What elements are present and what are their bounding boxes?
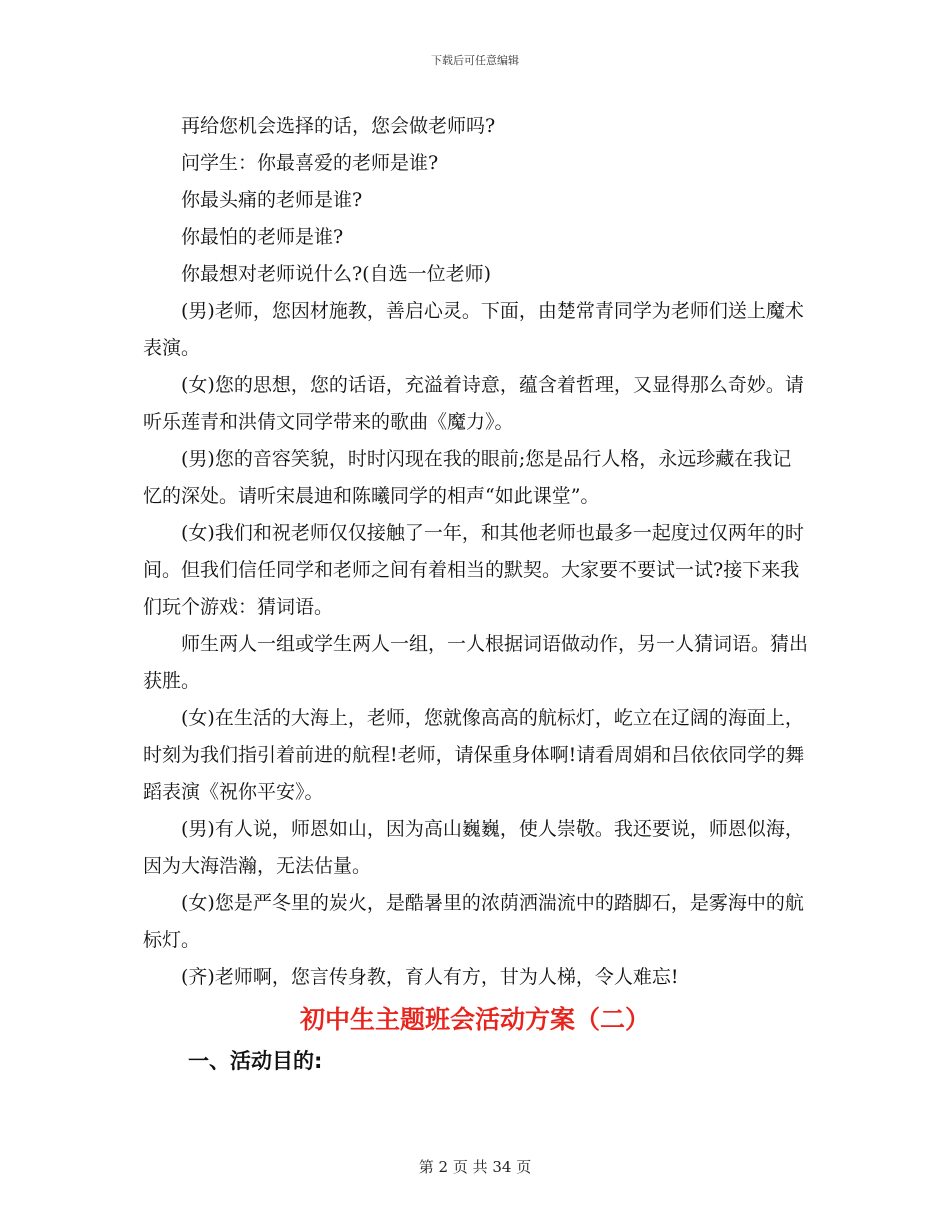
paragraph: (女)我们和祝老师仅仅接触了一年，和其他老师也最多一起度过仅两年的时间。但我们信任同学和老师之间有着相当的默契。大家要不要试一试?接下来我们玩个游戏：猜词语。 (143, 522, 804, 618)
paragraph: 师生两人一组或学生两人一组，一人根据词语做动作，另一人猜词语。猜出获胜。 (143, 633, 809, 692)
document-body (143, 108, 808, 996)
paragraph: (男)有人说，师恩如山，因为高山巍巍，使人崇敬。我还要说，师恩似海，因为大海浩瀚，无法估量。 (143, 818, 804, 877)
paragraph: (女)您的思想，您的话语，充溢着诗意，蕴含着哲理，又显得那么奇妙。请听乐莲青和洪倩文同学带来的歌曲《魔力》。 (143, 374, 804, 433)
paragraph: (男)老师，您因材施教，善启心灵。下面，由楚常青同学为老师们送上魔术表演。 (143, 300, 804, 359)
section-title: 初中生主题班会活动方案（二） (299, 1005, 650, 1034)
paragraph: 你最怕的老师是谁? (181, 226, 344, 248)
paragraph: 问学生：你最喜爱的老师是谁? (181, 152, 439, 174)
paragraph: 你最头痛的老师是谁? (181, 189, 363, 211)
page-header: 下载后可任意编辑 (431, 54, 519, 67)
section-subheading: 一、活动目的: (188, 1049, 323, 1073)
paragraph: (女)您是严冬里的炭火，是酷暑里的浓荫洒湍流中的踏脚石，是雾海中的航标灯。 (143, 892, 804, 951)
paragraph: 你最想对老师说什么?(自选一位老师) (181, 263, 492, 285)
paragraph: (齐)老师啊，您言传身教，育人有方，甘为人梯，令人难忘! (181, 966, 679, 988)
paragraph: (女)在生活的大海上，老师，您就像高高的航标灯，屹立在辽阔的海面上，时刻为我们指引着前进的航程!老师，请保重身体啊!请看周娟和吕依依同学的舞蹈表演《祝你平安》。 (143, 707, 805, 803)
paragraph: 再给您机会选择的话，您会做老师吗? (181, 115, 496, 137)
paragraph: (男)您的音容笑貌，时时闪现在我的眼前;您是品行人格，永远珍藏在我记忆的深处。请听宋晨迪和陈曦同学的相声“如此课堂”。 (143, 448, 792, 507)
page-footer: 第 2 页 共 34 页 (418, 1158, 532, 1176)
